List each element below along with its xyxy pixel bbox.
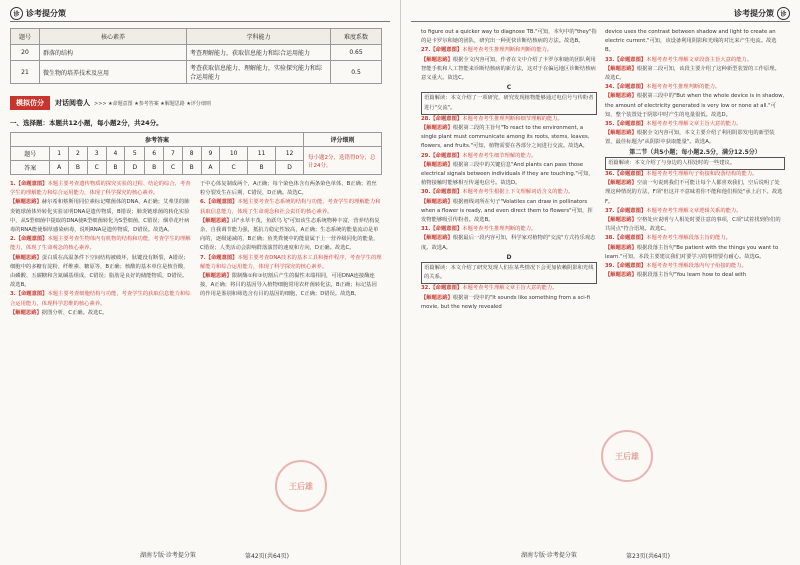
answer-text: 根据第三段中的"But when the whole device is in shadow, the amount of electricity generated is very low or none at all."可知，整个装置处于阴影中时产生的电量很低。故选D。 <box>605 93 785 118</box>
answer-label: 【解题思路】 <box>421 294 453 301</box>
answer-label: 【解题思路】 <box>10 309 42 316</box>
answer-paragraph <box>605 65 785 83</box>
answer-paragraph <box>605 120 785 129</box>
right-column-c <box>421 28 597 542</box>
answer-table-title: 参考答案 <box>11 133 304 147</box>
answer-paragraph <box>10 180 192 198</box>
brand-logo-icon: 诊 <box>777 7 790 20</box>
th-diff: 难度系数 <box>331 29 382 45</box>
section-banner <box>10 95 382 111</box>
cell: 11 <box>248 147 276 161</box>
answer-text: 本题考查考生推理判断和细节理解的能力。 <box>462 115 563 122</box>
answer-text: 根据段落主旨句"You learn how to deal with <box>636 272 747 279</box>
answer-paragraph <box>200 198 382 216</box>
answer-paragraph <box>10 198 192 235</box>
answer-text: to figure out a quicker way to diagnose TB."可知，本句中的"they"指的是卡罗尔和她的团队，研究出一种更快诊断结核病的方法。故选B。 <box>421 29 597 45</box>
answer-label: 30.【命题意图】 <box>421 189 463 196</box>
answer-paragraph <box>200 217 382 254</box>
answer-label: 34.【命题意图】 <box>605 84 647 91</box>
banner-tag: 模拟仿分 <box>10 96 50 110</box>
answer-label: 29.【命题意图】 <box>421 152 463 159</box>
cell: B <box>145 161 164 175</box>
answer-paragraph <box>10 309 192 318</box>
cell: B <box>248 161 276 175</box>
cell: B <box>182 161 201 175</box>
right-page <box>400 0 800 565</box>
answer-text: 限制酶①和③切割后产生的黏性末端相同，可用DNA连接酶连接，A正确；将目的基因导入植物细胞常用农杆菌转化法，B正确；标记基因的作用是鉴别和筛选含有目的基因的细胞，C正确；D错误。故选B。 <box>200 273 377 298</box>
cell: 9 <box>201 147 220 161</box>
answer-text: 由"水草丰茂，鱼跃鸟飞"可知该生态系统物种丰富，营养结构复杂，自我调节能力强，抵抗力稳定性较高，A正确；生态系统的能量流动是单向的，逐级递减的，B正确；鱼类粪便中的能量属于上一营养级同化的能量，C错误；人类活动会影响群落演替的速度和方向，D正确。故选C。 <box>200 217 380 252</box>
answer-paragraph <box>605 179 785 207</box>
cell: 6 <box>145 147 164 161</box>
table-row <box>11 61 382 84</box>
cell: 21 <box>11 61 40 84</box>
answer-paragraph <box>10 235 192 253</box>
answer-label: 【解题思路】 <box>605 65 637 72</box>
answer-paragraph <box>421 294 597 312</box>
answer-paragraph <box>421 284 597 293</box>
answer-text: 本题考查考生理解文章段落主旨大意的能力。 <box>646 56 753 63</box>
answer-paragraph <box>421 198 597 226</box>
answer-label: 【解题思路】 <box>605 180 637 187</box>
cell: 7 <box>163 147 182 161</box>
cell: B <box>69 161 88 175</box>
passage-letter: C <box>506 84 512 92</box>
answer-paragraph <box>10 290 192 308</box>
answer-text: 本题主要考查DNA技术的基本工具和操作程序，考查学生的理解能力和综合运用能力，体现了科学探究的核心素养。 <box>200 254 382 270</box>
answer-text: 根据最后一段内容可知，科学家对植物的"交流"方式持乐观态度。故选A。 <box>421 235 596 251</box>
banner-subtitle: 对话阅卷人 <box>55 99 90 107</box>
answer-paragraph <box>421 46 597 55</box>
answer-text: 本题考查考生细节理解的能力。 <box>462 152 537 159</box>
answer-text: 本题主要考查遗传物质的探究实验的过程、结论的综合，考查学生的理解能力和综合运用能力，体现了科学探究的核心素养。 <box>10 181 191 197</box>
answer-text: 空格处应说明与人相处时要注意的事项，C项"试着找到你们的共同点"符合语境。故选C。 <box>605 217 781 233</box>
brand-logo-icon: 诊 <box>10 7 23 20</box>
answer-paragraph <box>421 124 597 152</box>
answer-paragraph <box>421 161 597 189</box>
answer-label: 7.【命题意图】 <box>200 254 238 261</box>
right-header-divider <box>411 21 790 22</box>
answer-text: 本题考查考生理解句子衔接和段落结构的能力。 <box>646 171 758 178</box>
cell: C <box>87 161 106 175</box>
answer-paragraph <box>200 180 382 198</box>
row-label: 题号 <box>11 147 50 161</box>
answer-paragraph <box>605 56 785 65</box>
passage-summary: 语篇解读：本文介绍了一项研究，研究发现植物能够通过电信号与传粉者进行"交流"。 <box>421 92 597 114</box>
answer-text: 据图分析，C正确。故选C。 <box>41 309 108 316</box>
watermark-stamp: 王后雄 <box>601 430 653 482</box>
table-row <box>11 147 382 161</box>
answer-label: 【解题思路】 <box>421 56 453 63</box>
cell: D <box>125 161 145 175</box>
answer-label: 35.【命题意图】 <box>605 121 647 128</box>
right-footer: 湖南专版·诊考提分策 <box>521 552 577 559</box>
answer-text: device uses the contrast between shadow and light to create an electric current."可知，该设备利用阴影和光线的对比来产生电流。故选B。 <box>605 29 777 54</box>
answer-label: 【解题思路】 <box>421 125 453 132</box>
answer-label: 【解题思路】 <box>605 272 637 279</box>
answer-paragraph <box>605 170 785 179</box>
cell: 12 <box>276 147 304 161</box>
score-note: 每小题2分，选错得0分，总计24分。 <box>304 147 382 175</box>
score-title: 评分细则 <box>304 133 382 147</box>
left-header <box>10 6 66 20</box>
cell: 5 <box>125 147 145 161</box>
answer-label: 【解题思路】 <box>421 198 453 205</box>
banner-small: >>> ★命题意图 ★参考答案 ★解题思路 ★评分细则 <box>94 100 211 107</box>
cell: C <box>220 161 248 175</box>
th-num: 题号 <box>11 29 40 45</box>
right-header <box>734 6 790 20</box>
answer-label: 【解题思路】 <box>605 244 637 251</box>
answer-text: 本题主要考查细胞结构与功能，考查学生的获取信息能力和综合运用能力，体现科学思维的核心素养。 <box>10 291 191 307</box>
answer-label: 31.【命题意图】 <box>421 226 463 233</box>
answer-paragraph <box>605 271 785 280</box>
ability-table <box>10 28 382 84</box>
answer-label: 39.【命题意图】 <box>605 263 647 270</box>
watermark-stamp: 王后雄 <box>275 460 327 512</box>
section-heading: 第二节（共5小题；每小题2.5分，满分12.5分） <box>629 148 761 156</box>
answer-text: 蛋白质在高温条件下空间结构被破坏，肽键没有断裂，A错误；细胞中的多糖有淀粉、纤维素、糖原等，B正确；核酸的基本单位是核苷酸，由磷酸、五碳糖和含氮碱基组成，C错误；脂肪是良好的储能物质，D错误。故选B。 <box>10 254 189 289</box>
answer-text: 本题主要考查生态系统的结构与功能，考查学生的理解能力和获取信息能力，体现了生命观念和社会责任的核心素养。 <box>200 199 381 215</box>
answer-paragraph <box>605 244 785 262</box>
answer-paragraph <box>421 152 597 161</box>
row-label: 答案 <box>11 161 50 175</box>
answer-text: 根据第一段中的"It sounds like something from a sci-fi movie, but the newly revealed <box>421 294 590 310</box>
answer-paragraph <box>200 272 382 300</box>
answer-paragraph <box>421 188 597 197</box>
answer-label: 1.【命题意图】 <box>10 181 48 187</box>
answer-text: 本题考查考生理解文章逻辑关系的能力。 <box>646 207 742 214</box>
answer-label: 38.【命题意图】 <box>605 235 647 242</box>
answer-text: 本题考查考生推理判断和判断的能力。 <box>462 47 553 54</box>
answer-text: 本题考查考生理解段落主旨的能力。 <box>646 235 731 242</box>
answer-label: 【解题思路】 <box>10 254 42 261</box>
answer-text: 根据第二段的主旨句"To react to the environment, a single plant must communicate among its roots, stems, leaves, flowers, and fruits."可知，植物需要在各部分之间进行交流。故选A。 <box>421 125 590 150</box>
answer-paragraph <box>605 83 785 92</box>
answer-label: 33.【命题意图】 <box>605 56 647 63</box>
answer-text: 本题考查考生理解文章主旨大意的能力。 <box>462 285 558 292</box>
answer-table <box>10 132 382 175</box>
section-heading: 一、选择题：本题共12小题，每小题2分，共24分。 <box>10 119 163 127</box>
cell: 考查理解能力，获取信息能力和综合运用能力 <box>187 45 331 61</box>
answer-label: 27.【命题意图】 <box>421 47 463 54</box>
answer-label: 37.【命题意图】 <box>605 207 647 214</box>
answer-paragraph <box>605 262 785 271</box>
cell: 微生物的培养技术及应用 <box>40 61 187 84</box>
answer-label: 【解题思路】 <box>605 130 637 137</box>
answer-label: 【解题思路】 <box>421 235 453 242</box>
left-footer: 湖南专版·诊考提分策 <box>140 552 196 559</box>
answer-paragraph <box>421 115 597 124</box>
answer-label: 3.【命题意图】 <box>10 291 48 298</box>
passage-letter: D <box>506 253 512 261</box>
answer-paragraph <box>200 254 382 272</box>
answer-text: 本题考查考生推理判断的能力。 <box>646 84 721 91</box>
answer-text: 本题考查考生理解段落内句子衔接的能力。 <box>646 263 747 270</box>
right-page-number: 第23页(共64页) <box>626 553 670 560</box>
answer-text: 根据全文内容可知，本文主要介绍了利用阴影发电的新型装置，最佳标题为"从阴影中获取能量"。故选A。 <box>605 130 775 146</box>
answer-label: 【解题思路】 <box>200 217 232 224</box>
answer-label: 28.【命题意图】 <box>421 115 463 122</box>
cell: A <box>201 161 220 175</box>
answer-paragraph <box>605 28 785 56</box>
cell: 2 <box>69 147 88 161</box>
answer-text: 赫尔希和蔡斯用同位素标记噬菌体的DNA，A正确；艾弗里的肺炎链球菌体外转化实验证明DNA是遗传物质，B错误；肺炎链球菌的转化实验中，从S型细菌中提取的DNA使R型细菌转化为S型细菌，C错误；烟草花叶病毒的RNA能使烟草感染病毒，说明RNA是遗传物质，D错误。故选A。 <box>10 199 190 234</box>
answer-text: 根据段落主旨句"Be patient with the things you want to learn."可知，本段主要建议我们对要学习的事情要有耐心。故选G。 <box>605 244 779 260</box>
cell: 0.5 <box>331 61 382 84</box>
left-header-title: 诊考提分策 <box>26 8 66 18</box>
answer-text: 于中心体复制成两个，A正确；每个染色体含有两条染色单体，B正确；着丝粒分裂发生在后期，C错误，D正确。故选C。 <box>200 181 377 197</box>
left-page-number: 第42页(共64页) <box>245 553 289 560</box>
table-row <box>11 45 382 61</box>
answer-text: 本题考查考生理解文章主旨大意的能力。 <box>646 121 742 128</box>
answer-label: 6.【命题意图】 <box>200 199 238 206</box>
answer-text: 根据画线词所在句子"Volatiles can draw in pollinators when a flower is ready, and even direct them to flowers"可知，挥发物能够吸引传粉者。故选B。 <box>421 198 593 224</box>
cell: A <box>50 161 69 175</box>
cell: 群落的结构 <box>40 45 187 61</box>
answer-text: 本题主要考查生物体内有机物的结构和功能，考查学生的理解能力，体现了生命观念的核心素养。 <box>10 236 191 252</box>
answer-label: 32.【命题意图】 <box>421 285 463 292</box>
answer-label: 2.【命题意图】 <box>10 236 48 243</box>
answer-label: 【解题思路】 <box>605 217 637 224</box>
cell: 20 <box>11 45 40 61</box>
th-core: 核心素养 <box>40 29 187 45</box>
answer-text: 根据全文内容可知，作者在文中介绍了卡罗尔和她的团队利用智能手机和人工智能来诊断结核病的新方法，这对于在偏远地区诊断结核病意义重大。故选C。 <box>421 56 596 82</box>
cell: 3 <box>87 147 106 161</box>
answer-paragraph <box>605 129 785 147</box>
cell: 考查获取信息能力、理解能力，实验探究能力和综合运用能力 <box>187 61 331 84</box>
answer-label: 36.【命题意图】 <box>605 171 647 178</box>
right-header-title: 诊考提分策 <box>734 8 774 18</box>
answer-paragraph <box>10 254 192 291</box>
left-column-a <box>10 180 192 542</box>
th-ability: 学科能力 <box>187 29 331 45</box>
answer-paragraph <box>421 234 597 252</box>
answer-paragraph <box>605 234 785 243</box>
ability-table-header <box>11 29 382 45</box>
answer-paragraph <box>421 225 597 234</box>
cell: 1 <box>50 147 69 161</box>
answer-text: 本题考查考生根据上下文理解词语含义的能力。 <box>462 189 574 196</box>
answer-text: 本题考查考生推理判断的能力。 <box>462 226 537 233</box>
left-header-divider <box>10 21 390 22</box>
answer-paragraph <box>605 92 785 120</box>
cell: 8 <box>182 147 201 161</box>
answer-paragraph <box>605 207 785 216</box>
answer-paragraph <box>421 28 597 46</box>
answer-paragraph <box>421 56 597 84</box>
passage-summary: 语篇解读：本文介绍了研究发现人们在某些情况下会更加依赖阴影和光线的关系。 <box>421 262 597 284</box>
cell: B <box>106 161 125 175</box>
passage-summary: 语篇解读：本文介绍了与身边的人相处时的一些建议。 <box>605 157 785 170</box>
answer-label: 【解题思路】 <box>421 161 453 168</box>
cell: 0.65 <box>331 45 382 61</box>
answer-label: 【解题思路】 <box>200 273 232 280</box>
answer-label: 【解题思路】 <box>605 93 637 100</box>
answer-label: 【解题思路】 <box>10 199 42 206</box>
cell: 4 <box>106 147 125 161</box>
answer-text: 根据第二段可知，该段主要介绍了这种新型装置的工作原理。故选C。 <box>605 65 780 82</box>
answer-text: 空前一句说到我们不可能让每个人都喜欢我们，空后说明了处理这种情况的方法，F项"但这并不意味着你不能和他们相处"承上启下。故选F。 <box>605 180 783 205</box>
cell: D <box>276 161 304 175</box>
answer-paragraph <box>605 216 785 234</box>
answer-text: 根据第三段中的关键信息"And plants can pass those electrical signals between individuals if they are touching."可知，植物接触时能够相互传递电信号。故选D。 <box>421 161 594 187</box>
cell: 10 <box>220 147 248 161</box>
cell: C <box>163 161 182 175</box>
